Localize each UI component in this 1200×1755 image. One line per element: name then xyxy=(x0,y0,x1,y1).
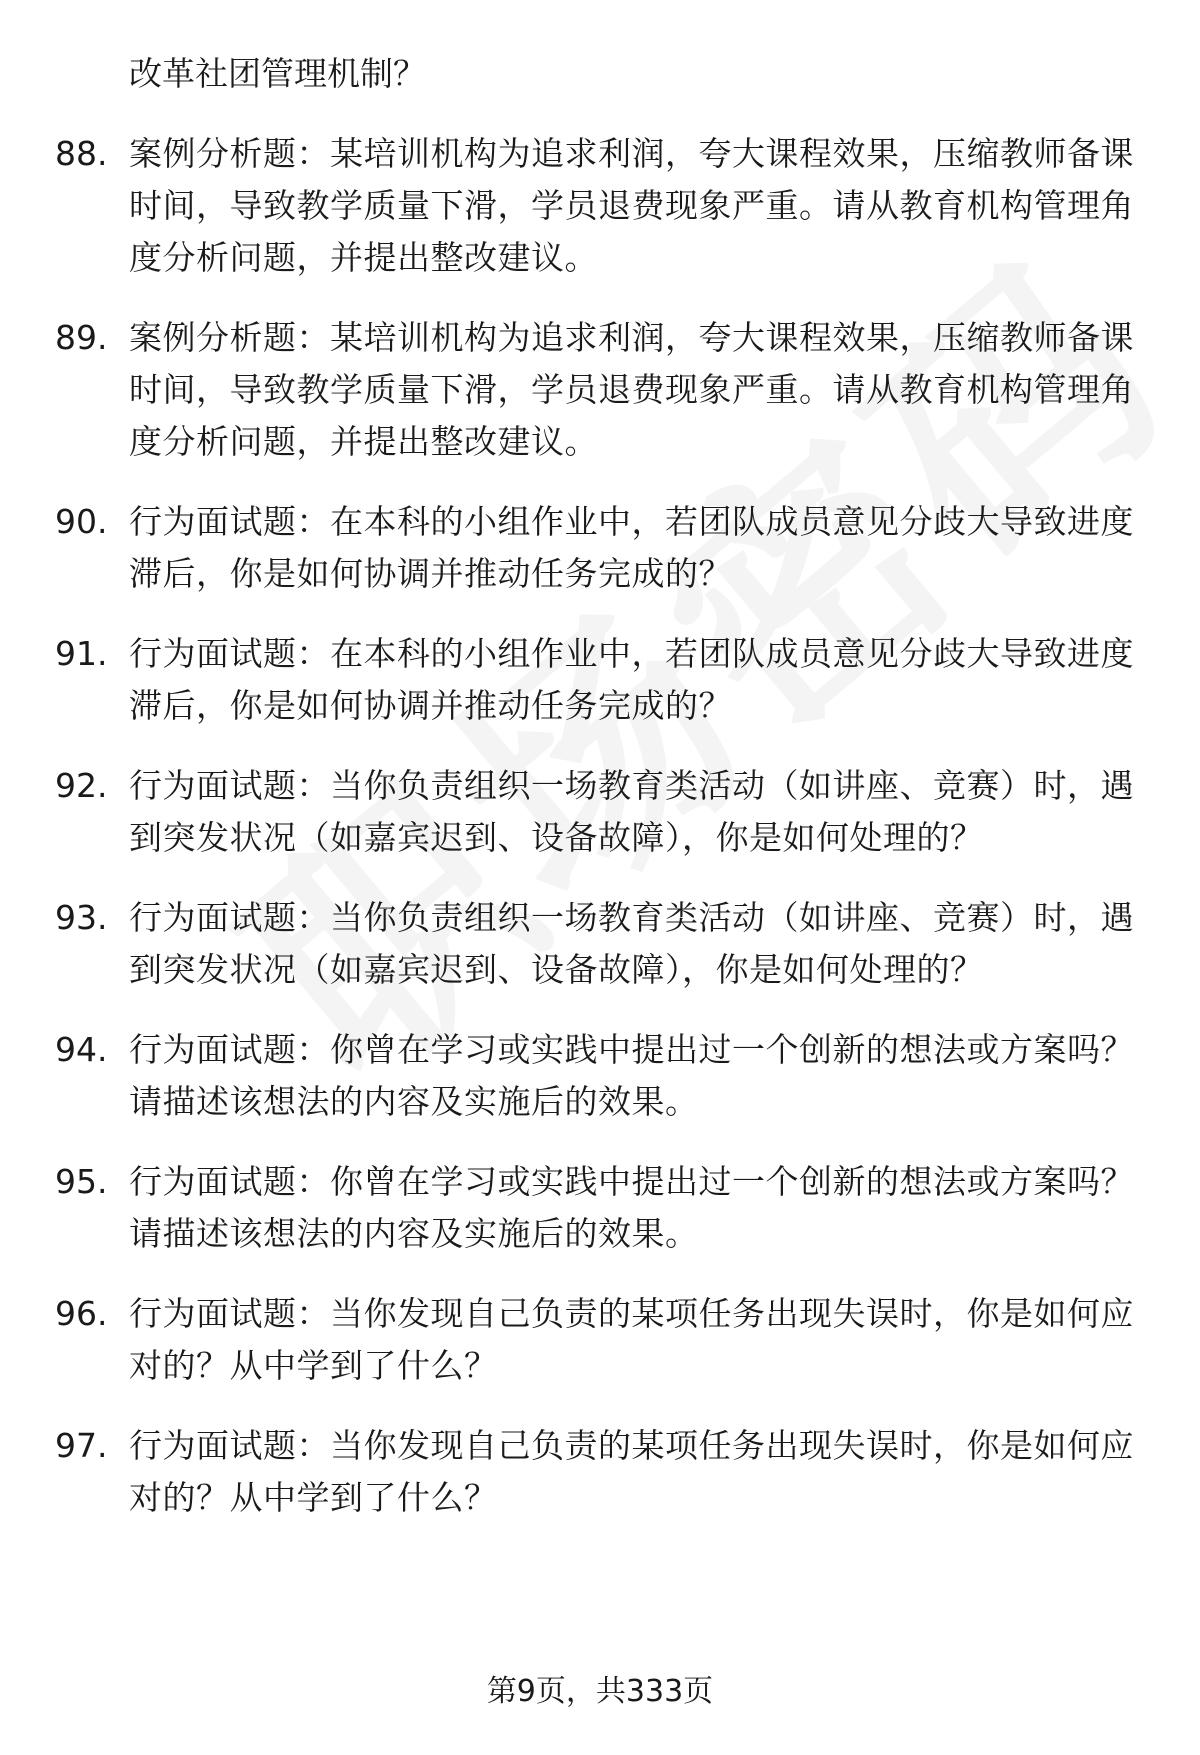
question-number: 88. xyxy=(55,134,108,173)
question-text: 行为面试题：你曾在学习或实践中提出过一个创新的想法或方案吗？请描述该想法的内容及实施后的效果。 xyxy=(129,1030,1134,1121)
question-text: 行为面试题：你曾在学习或实践中提出过一个创新的想法或方案吗？请描述该想法的内容及实施后的效果。 xyxy=(129,1162,1134,1253)
question-item xyxy=(55,892,1145,996)
question-number: 91. xyxy=(55,634,108,673)
question-number: 92. xyxy=(55,766,108,805)
question-item xyxy=(55,312,1145,468)
question-text: 行为面试题：当你发现自己负责的某项任务出现失误时，你是如何应对的？从中学到了什么？ xyxy=(129,1426,1134,1517)
question-text: 行为面试题：在本科的小组作业中，若团队成员意见分歧大导致进度滞后，你是如何协调并推动任务完成的？ xyxy=(129,634,1134,725)
question-item xyxy=(55,1024,1145,1128)
question-item xyxy=(55,496,1145,600)
question-text: 案例分析题：某培训机构为追求利润，夸大课程效果，压缩教师备课时间，导致教学质量下滑，学员退费现象严重。请从教育机构管理角度分析问题，并提出整改建议。 xyxy=(129,318,1134,461)
page-footer: 第9页，共333页 xyxy=(486,1674,714,1709)
question-text: 行为面试题：当你发现自己负责的某项任务出现失误时，你是如何应对的？从中学到了什么？ xyxy=(129,1294,1134,1385)
question-item xyxy=(55,128,1145,284)
question-item xyxy=(55,1288,1145,1392)
question-number: 90. xyxy=(55,502,108,541)
question-number: 94. xyxy=(55,1030,108,1069)
question-number: 93. xyxy=(55,898,108,937)
question-number: 95. xyxy=(55,1162,108,1201)
question-item xyxy=(55,1156,1145,1260)
question-item xyxy=(55,1420,1145,1524)
question-number: 89. xyxy=(55,318,108,357)
continued-question-text: 改革社团管理机制？ xyxy=(129,54,426,93)
question-text: 行为面试题：当你负责组织一场教育类活动（如讲座、竞赛）时，遇到突发状况（如嘉宾迟到、设备故障），你是如何处理的？ xyxy=(129,898,1134,989)
question-text: 行为面试题：当你负责组织一场教育类活动（如讲座、竞赛）时，遇到突发状况（如嘉宾迟到、设备故障），你是如何处理的？ xyxy=(129,766,1134,857)
question-text: 行为面试题：在本科的小组作业中，若团队成员意见分歧大导致进度滞后，你是如何协调并推动任务完成的？ xyxy=(129,502,1134,593)
question-list xyxy=(55,48,1145,1552)
question-text: 案例分析题：某培训机构为追求利润，夸大课程效果，压缩教师备课时间，导致教学质量下滑，学员退费现象严重。请从教育机构管理角度分析问题，并提出整改建议。 xyxy=(129,134,1134,277)
question-number: 96. xyxy=(55,1294,108,1333)
question-item xyxy=(55,628,1145,732)
question-item xyxy=(55,760,1145,864)
question-number: 97. xyxy=(55,1426,108,1465)
